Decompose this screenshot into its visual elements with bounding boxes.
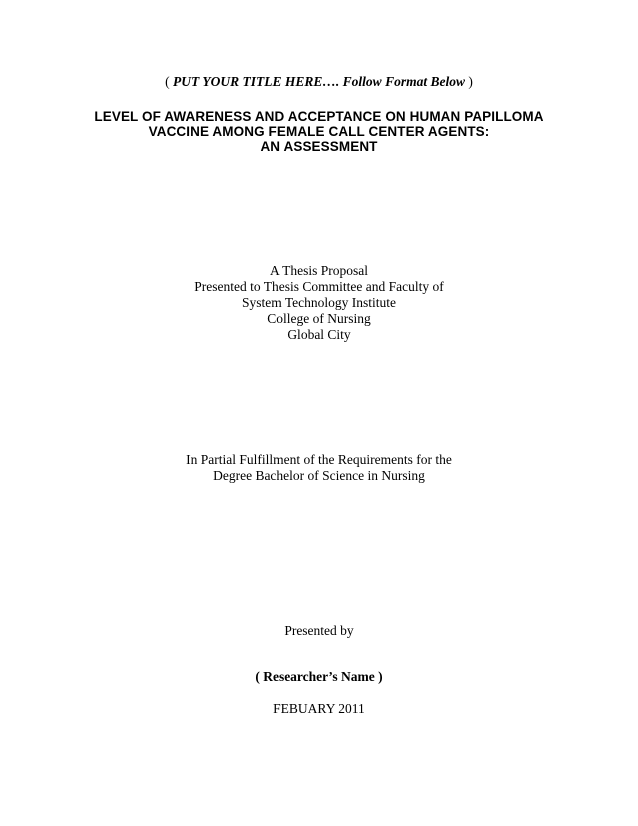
proposal-line-2: Presented to Thesis Committee and Faculty of: [194, 279, 444, 294]
instruction-open-paren: (: [165, 74, 174, 89]
thesis-title-line-2: VACCINE AMONG FEMALE CALL CENTER AGENTS:: [148, 124, 490, 139]
thesis-title-line-1: LEVEL OF AWARENESS AND ACCEPTANCE ON HUMAN PAPILLOMA: [94, 109, 544, 124]
instruction-close-paren: ): [464, 74, 473, 89]
fulfillment-line-2: Degree Bachelor of Science in Nursing: [213, 468, 425, 483]
instruction-text: PUT YOUR TITLE HERE…. Follow Format Below: [173, 74, 465, 89]
proposal-line-4: College of Nursing: [267, 311, 371, 326]
proposal-line-3: System Technology Institute: [241, 295, 397, 310]
fulfillment-line-1: In Partial Fulfillment of the Requirements for the: [186, 452, 452, 467]
researcher-name: ( Researcher’s Name ): [255, 669, 383, 684]
proposal-line-5: Global City: [287, 327, 351, 342]
proposal-line-1: A Thesis Proposal: [269, 263, 368, 278]
presented-by: Presented by: [284, 623, 354, 638]
submission-date: FEBUARY 2011: [273, 701, 365, 716]
title-instruction: [0, 74, 638, 90]
thesis-title-line-3: AN ASSESSMENT: [260, 139, 378, 154]
